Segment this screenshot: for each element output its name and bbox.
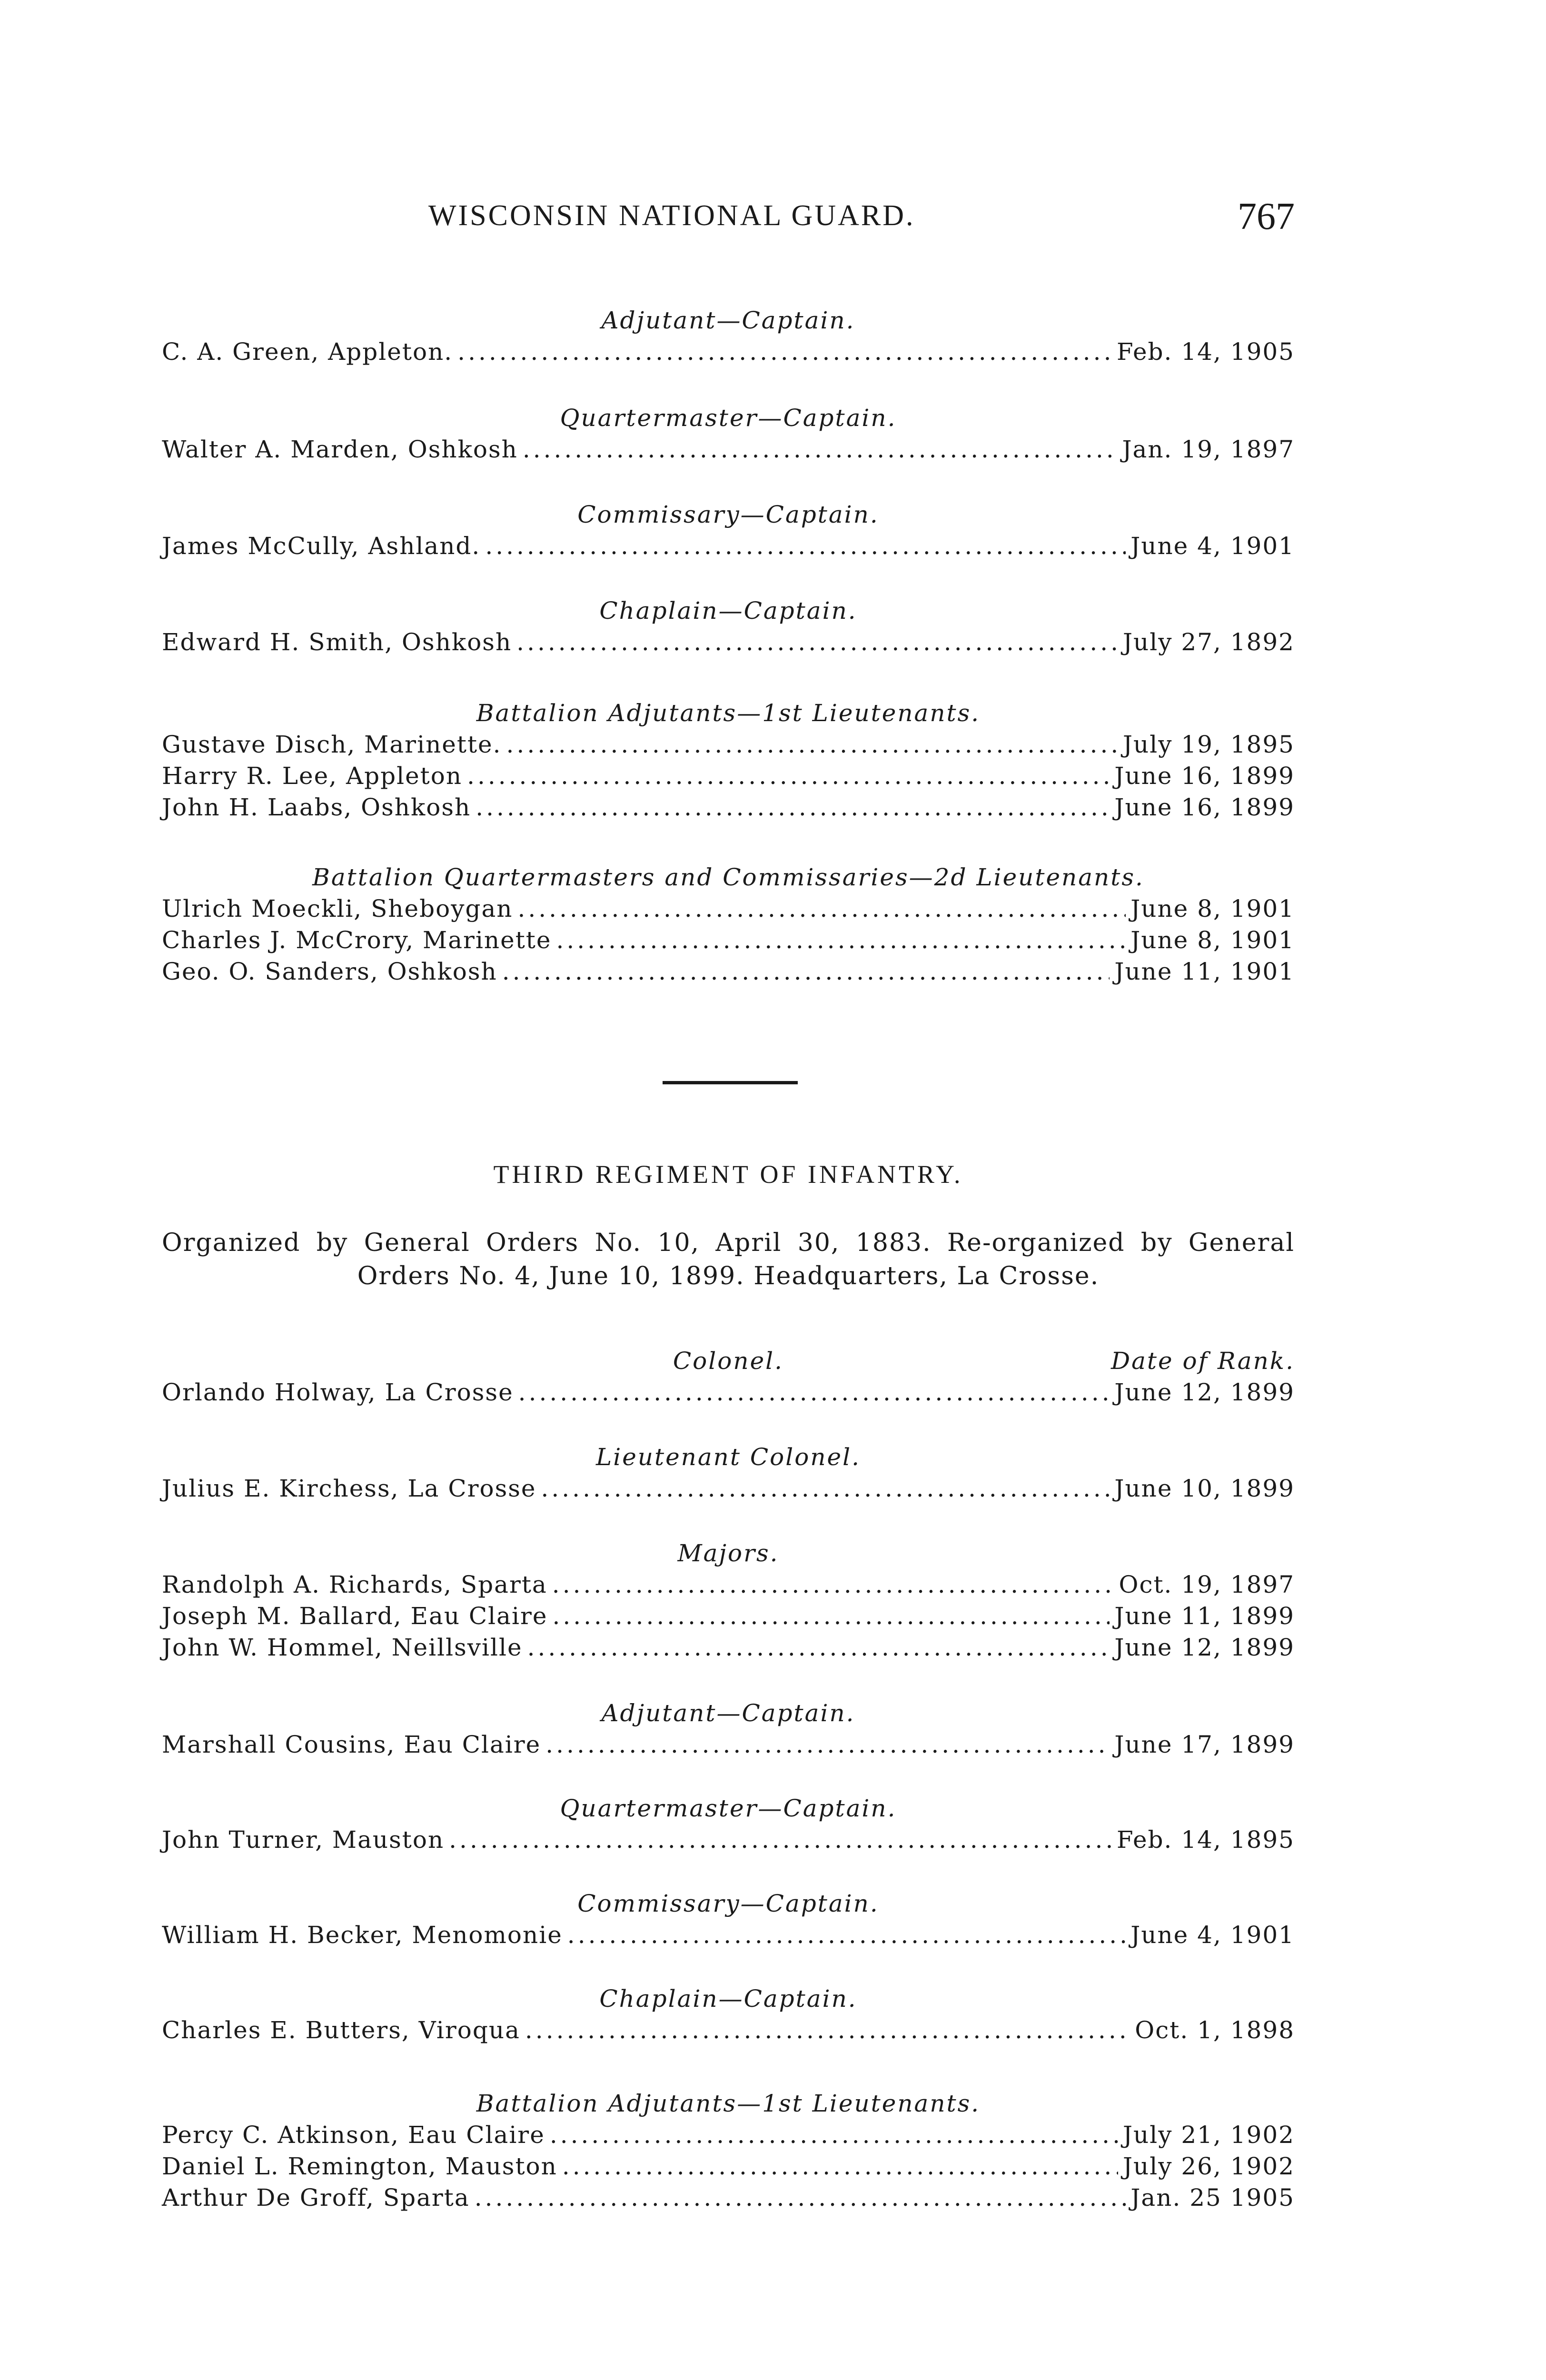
date-of-rank-label: Date of Rank. xyxy=(1111,1347,1295,1375)
dot-leader xyxy=(541,1473,1110,1504)
roster-entry xyxy=(162,1473,1295,1504)
section-heading: Chaplain—Captain. xyxy=(599,1985,857,2013)
section-heading: Battalion Adjutants—1st Lieutenants. xyxy=(476,2090,981,2117)
dot-leader xyxy=(545,1729,1110,1760)
dot-leader xyxy=(502,956,1110,987)
rank-date: June 10, 1899 xyxy=(1114,1475,1295,1502)
officer-name: John H. Laabs, Oshkosh xyxy=(162,793,471,821)
officer-name: Orlando Holway, La Crosse xyxy=(162,1378,514,1406)
dot-leader xyxy=(476,792,1110,823)
section-commissary xyxy=(162,499,1295,562)
rank-date: June 16, 1899 xyxy=(1114,762,1295,790)
officer-name: Charles J. McCrory, Marinette xyxy=(162,926,552,954)
roster-entry xyxy=(162,893,1295,924)
section-heading: Adjutant—Captain. xyxy=(601,1699,855,1727)
rank-date: June 4, 1901 xyxy=(1130,1921,1295,1949)
roster-entry xyxy=(162,2182,1295,2213)
dot-leader xyxy=(518,1377,1110,1408)
section-adjutant xyxy=(162,305,1295,367)
roster-entry xyxy=(162,626,1295,658)
section-regiment-adjutant xyxy=(162,1697,1295,1760)
section-heading: Chaplain—Captain. xyxy=(599,597,857,625)
section-heading: Battalion Quartermasters and Commissaries—2d Lieutenants. xyxy=(312,863,1144,891)
roster-entry xyxy=(162,2014,1295,2046)
section-heading: Battalion Adjutants—1st Lieutenants. xyxy=(476,699,981,727)
rank-date: July 19, 1895 xyxy=(1122,731,1295,758)
section-heading: Lieutenant Colonel. xyxy=(596,1443,861,1471)
officer-name: Arthur De Groff, Sparta xyxy=(162,2184,470,2211)
section-majors xyxy=(162,1537,1295,1663)
roster-entry xyxy=(162,760,1295,792)
rank-date: June 11, 1899 xyxy=(1114,1602,1295,1630)
page-number: 767 xyxy=(1238,196,1295,238)
heading-row xyxy=(162,1345,1295,1377)
section-battalion-quartermasters xyxy=(162,862,1295,987)
roster-entry xyxy=(162,1824,1295,1855)
officer-name: Geo. O. Sanders, Oshkosh xyxy=(162,958,497,985)
rank-date: July 27, 1892 xyxy=(1122,628,1295,656)
roster-entry xyxy=(162,792,1295,823)
rank-date: June 4, 1901 xyxy=(1130,532,1295,560)
dot-leader xyxy=(516,626,1118,658)
officer-name: James McCully, Ashland. xyxy=(162,532,481,560)
organization-note-line-2: Orders No. 4, June 10, 1899. Headquarters, La Crosse. xyxy=(357,1262,1100,1290)
officer-name: Marshall Cousins, Eau Claire xyxy=(162,1731,541,1758)
running-title: WISCONSIN NATIONAL GUARD. xyxy=(428,199,915,232)
dot-leader xyxy=(556,924,1126,956)
dot-leader xyxy=(506,729,1118,760)
roster-entry xyxy=(162,1569,1295,1600)
roster-entry xyxy=(162,434,1295,465)
rank-date: Feb. 14, 1895 xyxy=(1117,1826,1295,1854)
dot-leader xyxy=(518,893,1126,924)
rank-date: Oct. 19, 1897 xyxy=(1119,1571,1295,1598)
roster-entry xyxy=(162,530,1295,562)
dot-leader xyxy=(449,1824,1112,1855)
officer-name: Harry R. Lee, Appleton xyxy=(162,762,463,790)
section-colonel xyxy=(162,1345,1295,1408)
officer-name: John W. Hommel, Neillsville xyxy=(162,1634,523,1661)
roster-entry xyxy=(162,956,1295,987)
roster-entry xyxy=(162,1600,1295,1632)
dot-leader xyxy=(457,336,1112,367)
section-regiment-chaplain xyxy=(162,1983,1295,2046)
rank-date: June 11, 1901 xyxy=(1114,958,1295,985)
section-divider xyxy=(663,1081,798,1084)
rank-date: June 8, 1901 xyxy=(1130,895,1295,922)
officer-name: William H. Becker, Menomonie xyxy=(162,1921,563,1949)
section-regiment-battalion-adjutants xyxy=(162,2088,1295,2213)
dot-leader xyxy=(467,760,1110,792)
officer-name: Daniel L. Remington, Mauston xyxy=(162,2152,557,2180)
roster-entry xyxy=(162,2151,1295,2182)
rank-date: July 21, 1902 xyxy=(1122,2121,1295,2149)
officer-name: Ulrich Moeckli, Sheboygan xyxy=(162,895,513,922)
officer-name: Randolph A. Richards, Sparta xyxy=(162,1571,547,1598)
dot-leader xyxy=(485,530,1126,562)
rank-date: June 8, 1901 xyxy=(1130,926,1295,954)
section-heading: Commissary—Captain. xyxy=(577,1890,879,1917)
rank-date: June 16, 1899 xyxy=(1114,793,1295,821)
officer-name: Walter A. Marden, Oshkosh xyxy=(162,436,518,463)
section-heading: Quartermaster—Captain. xyxy=(560,404,897,432)
rank-date: Jan. 19, 1897 xyxy=(1122,436,1295,463)
officer-name: Julius E. Kirchess, La Crosse xyxy=(162,1475,536,1502)
section-heading: Adjutant—Captain. xyxy=(601,307,855,334)
rank-date: Feb. 14, 1905 xyxy=(1117,338,1295,366)
officer-name: Percy C. Atkinson, Eau Claire xyxy=(162,2121,545,2149)
regiment-title: THIRD REGIMENT OF INFANTRY. xyxy=(493,1160,963,1189)
section-heading: Commissary—Captain. xyxy=(577,501,879,528)
roster-entry xyxy=(162,729,1295,760)
rank-date: July 26, 1902 xyxy=(1122,2152,1295,2180)
section-regiment-commissary xyxy=(162,1888,1295,1951)
roster-entry xyxy=(162,336,1295,367)
dot-leader xyxy=(550,2119,1118,2151)
section-heading: Quartermaster—Captain. xyxy=(560,1795,897,1822)
officer-name: C. A. Green, Appleton. xyxy=(162,338,453,366)
rank-date: Jan. 25 1905 xyxy=(1130,2184,1295,2211)
roster-entry xyxy=(162,2119,1295,2151)
dot-leader xyxy=(523,434,1118,465)
roster-entry xyxy=(162,1919,1295,1951)
section-battalion-adjutants xyxy=(162,697,1295,823)
officer-name: Edward H. Smith, Oshkosh xyxy=(162,628,512,656)
rank-date: June 17, 1899 xyxy=(1114,1731,1295,1758)
roster-entry xyxy=(162,1729,1295,1760)
section-regiment-quartermaster xyxy=(162,1793,1295,1855)
section-heading: Colonel. xyxy=(673,1347,784,1375)
roster-entry xyxy=(162,1632,1295,1663)
officer-name: Gustave Disch, Marinette. xyxy=(162,731,502,758)
section-lieutenant-colonel xyxy=(162,1441,1295,1504)
roster-entry xyxy=(162,924,1295,956)
section-quartermaster xyxy=(162,402,1295,465)
dot-leader xyxy=(552,1569,1114,1600)
dot-leader xyxy=(525,2014,1130,2046)
section-heading: Majors. xyxy=(677,1539,779,1567)
organization-note xyxy=(162,1226,1295,1293)
running-head xyxy=(162,196,1295,242)
officer-name: Charles E. Butters, Viroqua xyxy=(162,2016,520,2044)
rank-date: Oct. 1, 1898 xyxy=(1135,2016,1295,2044)
roster-entry xyxy=(162,1377,1295,1408)
section-chaplain xyxy=(162,595,1295,658)
rank-date: June 12, 1899 xyxy=(1114,1378,1295,1406)
dot-leader xyxy=(527,1632,1110,1663)
officer-name: John Turner, Mauston xyxy=(162,1826,445,1854)
dot-leader xyxy=(567,1919,1126,1951)
rank-date: June 12, 1899 xyxy=(1114,1634,1295,1661)
dot-leader xyxy=(552,1600,1110,1632)
dot-leader xyxy=(562,2151,1118,2182)
dot-leader xyxy=(475,2182,1126,2213)
organization-note-line-1: Organized by General Orders No. 10, April 30, 1883. Re-organized by General xyxy=(162,1229,1295,1257)
officer-name: Joseph M. Ballard, Eau Claire xyxy=(162,1602,548,1630)
